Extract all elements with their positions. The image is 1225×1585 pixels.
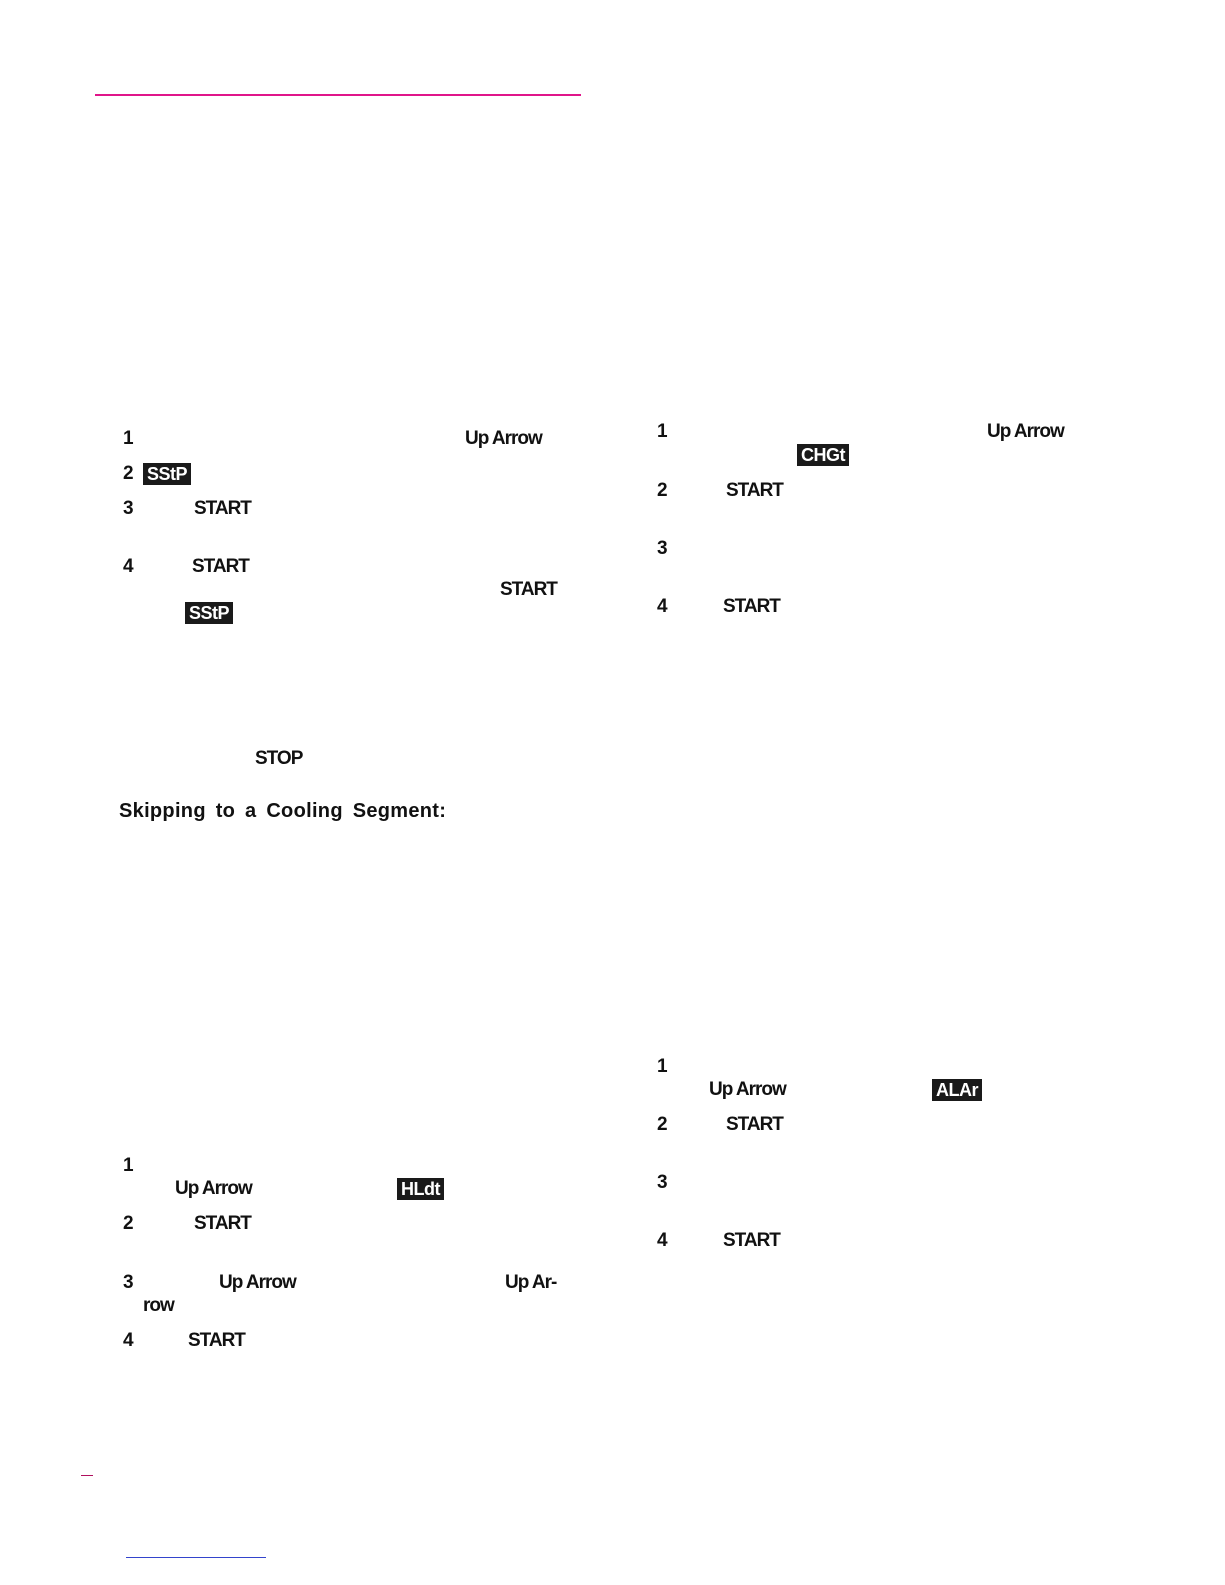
step-number: 1 xyxy=(657,1056,668,1077)
display-code-badge: SStP xyxy=(143,463,191,485)
step-number: 2 xyxy=(657,480,668,501)
footer-link-underline xyxy=(126,1557,266,1558)
display-code-badge: HLdt xyxy=(397,1178,444,1200)
key-label: Up Arrow xyxy=(219,1272,296,1293)
key-label: STOP xyxy=(255,748,303,769)
key-label: START xyxy=(500,579,557,600)
step-number: 1 xyxy=(657,421,668,442)
step-number: 4 xyxy=(123,1330,134,1351)
step-number: 2 xyxy=(123,463,134,484)
key-label: Up Arrow xyxy=(175,1178,252,1199)
display-code-badge: CHGt xyxy=(797,444,849,466)
step-number: 4 xyxy=(657,1230,668,1251)
display-code-badge: SStP xyxy=(185,602,233,624)
step-number: 1 xyxy=(123,428,134,449)
step-number: 3 xyxy=(123,498,134,519)
step-number: 2 xyxy=(123,1213,134,1234)
step-number: 3 xyxy=(657,1172,668,1193)
key-label: START xyxy=(194,1213,251,1234)
step-number: 3 xyxy=(123,1272,134,1293)
key-label: START xyxy=(192,556,249,577)
header-rule xyxy=(95,94,581,96)
key-label: START xyxy=(723,1230,780,1251)
key-label: Up Arrow xyxy=(709,1079,786,1100)
key-label: START xyxy=(726,1114,783,1135)
step-number: 3 xyxy=(657,538,668,559)
key-label: Up Ar- xyxy=(505,1272,557,1293)
step-number: 4 xyxy=(657,596,668,617)
key-label: row xyxy=(143,1295,174,1316)
step-number: 2 xyxy=(657,1114,668,1135)
key-label: START xyxy=(726,480,783,501)
page-number-mark xyxy=(81,1475,93,1476)
section-heading: Skipping to a Cooling Segment: xyxy=(119,800,447,822)
key-label: Up Arrow xyxy=(465,428,542,449)
display-code-badge: ALAr xyxy=(932,1079,982,1101)
key-label: START xyxy=(723,596,780,617)
step-number: 4 xyxy=(123,556,134,577)
step-number: 1 xyxy=(123,1155,134,1176)
key-label: START xyxy=(194,498,251,519)
key-label: Up Arrow xyxy=(987,421,1064,442)
key-label: START xyxy=(188,1330,245,1351)
